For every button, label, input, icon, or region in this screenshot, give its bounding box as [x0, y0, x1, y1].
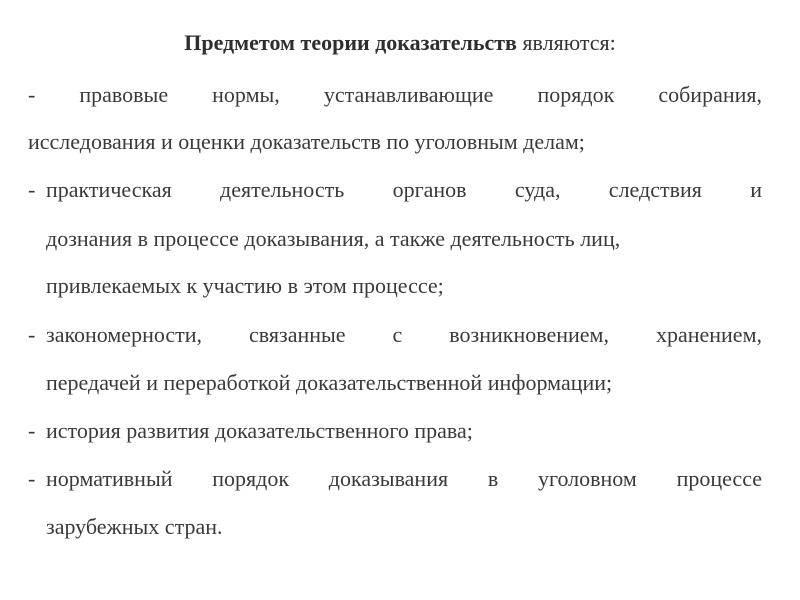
- item-2-line-1: практическая деятельность органов суда, следствия и: [46, 177, 762, 202]
- item-2-line-2: дознания в процессе доказывания, а также деятельность лиц,: [46, 226, 621, 251]
- item-3-line-1: закономерности, связанные с возникновением, хранением,: [46, 322, 762, 347]
- bullet-dash: -: [28, 322, 36, 347]
- item-5-line-1: нормативный порядок доказывания в уголовном процессе: [46, 466, 762, 491]
- item-text: правовые нормы, устанавливающие порядок собирания,: [79, 82, 762, 107]
- title-bold: Предметом теории доказательств: [184, 30, 517, 55]
- item-3-line-2: передачей и переработкой доказательственной информации;: [46, 370, 613, 395]
- bullet-dash: -: [28, 177, 36, 202]
- item-5-line-2: зарубежных стран.: [46, 514, 223, 539]
- bullet-dash: -: [28, 82, 36, 107]
- item-1-line-2: исследования и оценки доказательств по уголовным делам;: [28, 129, 585, 154]
- bullet-dash: -: [28, 418, 36, 443]
- bullet-dash: -: [28, 466, 36, 491]
- item-2-line-3: привлекаемых к участию в этом процессе;: [46, 273, 444, 298]
- title-rest: являются:: [522, 30, 616, 55]
- item-1-line-1: [28, 80, 762, 110]
- item-4-line-1: история развития доказательственного права;: [46, 418, 473, 443]
- page-title: [0, 28, 800, 58]
